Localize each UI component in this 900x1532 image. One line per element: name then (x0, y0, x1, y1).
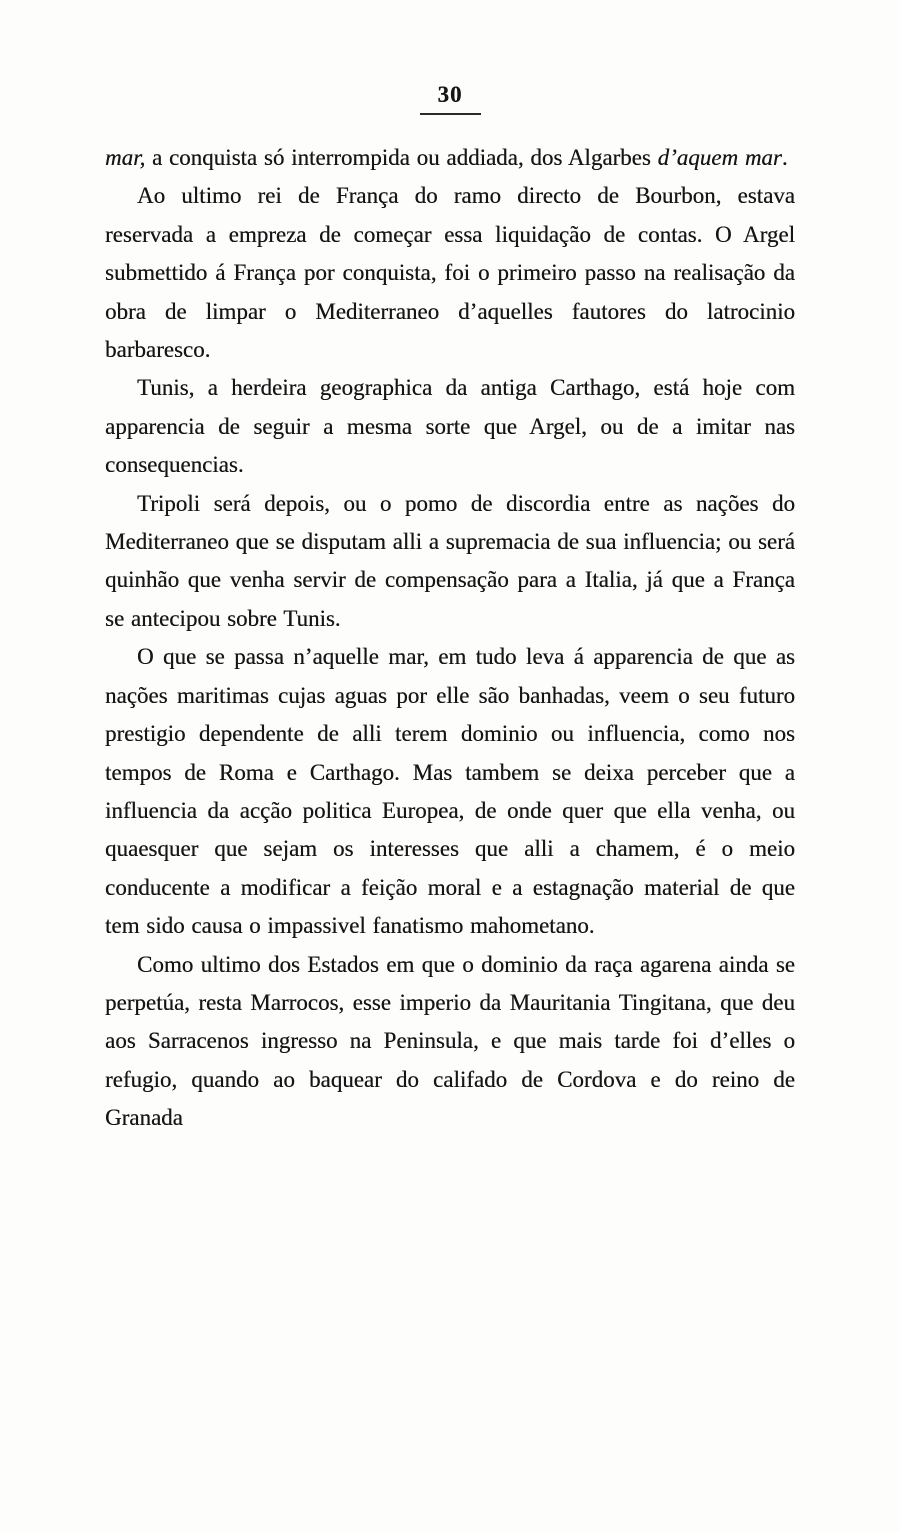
paragraph (105, 139, 795, 177)
text-segment: Ao ultimo rei de França do ramo directo de Bourbon, estava reservada a empreza de começar essa liquidação de contas. O Argel submettido á França por conquista, foi o primeiro passo na realisação da obra de limpar o Mediterraneo d’aquelles fautores do latrocinio barbaresco. (105, 183, 795, 363)
paragraph (105, 638, 795, 945)
paragraph (105, 946, 795, 1138)
text-segment: Tripoli será depois, ou o pomo de discordia entre as nações do Mediterraneo que se disputam alli a supremacia de sua influencia; ou será quinhão que venha servir de compensação para a Italia, já que a França se antecipou sobre Tunis. (105, 490, 795, 631)
italic-text-segment: d’aquem mar (657, 145, 782, 170)
page-header (105, 82, 795, 115)
paragraph (105, 369, 795, 484)
text-segment: a conquista só interrompida ou addiada, dos Algarbes (145, 145, 658, 170)
text-segment: O que se passa n’aquelle mar, em tudo leva á apparencia de que as nações maritimas cujas aguas por elle são banhadas, veem o seu futuro prestigio dependente de alli terem dominio ou influencia, como nos tempos de Roma e Carthago. Mas tambem se deixa perceber que a influencia da acção politica Europea, de onde quer que ella venha, ou quaesquer que sejam os interesses que alli a chamem, é o meio conducente a modificar a feição moral e a estagnação material de que tem sido causa o impassivel fanatismo mahometano. (105, 644, 795, 939)
paragraph (105, 177, 795, 369)
page-body (105, 139, 795, 1138)
text-segment: Tunis, a herdeira geographica da antiga Carthago, está hoje com apparencia de seguir a mesma sorte que Argel, ou de a imitar nas consequencias. (105, 375, 795, 478)
page-number: 30 (420, 82, 481, 115)
text-segment: Como ultimo dos Estados em que o dominio da raça agarena ainda se perpetúa, resta Marrocos, esse imperio da Mauritania Tingitana, que deu aos Sarracenos ingresso na Peninsula, e que mais tarde foi d’elles o refugio, quando ao baquear do califado de Cordova e do reino de Granada (105, 951, 795, 1131)
paragraph (105, 485, 795, 639)
text-segment: . (781, 145, 788, 170)
italic-text-segment: mar, (105, 145, 146, 170)
